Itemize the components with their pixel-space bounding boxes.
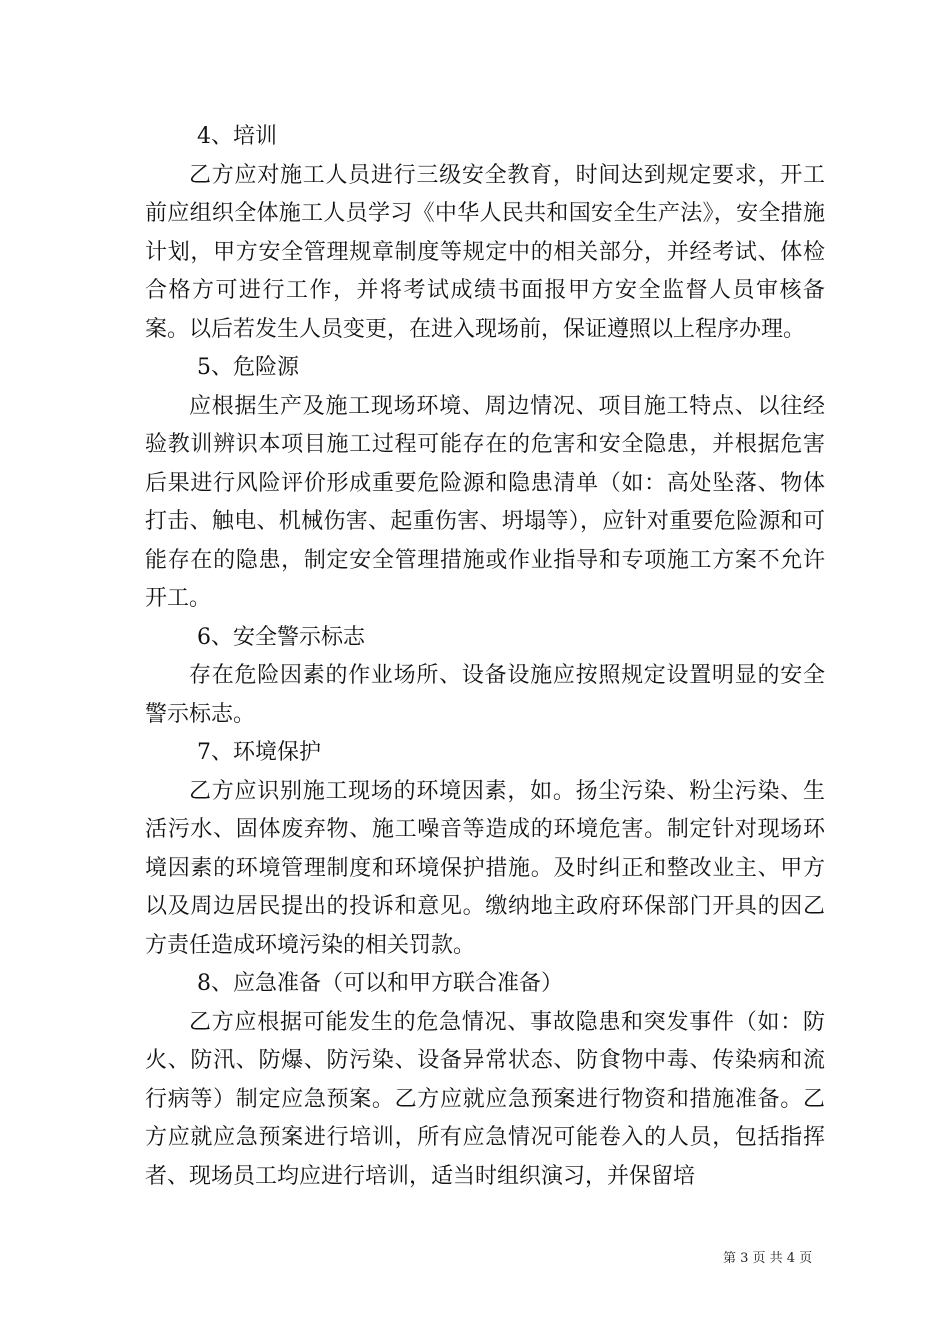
section-heading-environment: 7、环境保护 (197, 740, 321, 765)
page-number-footer: 第 3 页 共 4 页 (723, 1251, 813, 1266)
section-body-hazard-source: 应根据生产及施工现场环境、周边情况、项目施工特点、以往经验教训辨识本项目施工过程可能存在的危害和安全隐患，并根据危害后果进行风险评价形成重要危险源和隐患清单（如：高处坠落、物体打击、触电、机械伤害、起重伤害、坍塌等），应针对重要危险源和可能存在的隐患，制定安全管理措施或作业指导和专项施工方案不允许开工。 (145, 393, 825, 611)
section-body-training: 乙方应对施工人员进行三级安全教育，时间达到规定要求，开工前应组织全体施工人员学习《中华人民共和国安全生产法》，安全措施计划，甲方安全管理规章制度等规定中的相关部分，并经考试、体检合格方可进行工作，并将考试成绩书面报甲方安全监督人员审核备案。以后若发生人员变更，在进入现场前，保证遵照以上程序办理。 (145, 162, 825, 342)
section-body-safety-signs: 存在危险因素的作业场所、设备设施应按照规定设置明显的安全警示标志。 (145, 663, 825, 727)
section-heading-training: 4、培训 (197, 124, 277, 149)
section-body-environment: 乙方应识别施工现场的环境因素，如。扬尘污染、粉尘污染、生活污水、固体废弃物、施工噪音等造成的环境危害。制定针对现场环境因素的环境管理制度和环境保护措施。及时纠正和整改业主、甲方以及周边居民提出的投诉和意见。缴纳地主政府环保部门开具的因乙方责任造成环境污染的相关罚款。 (145, 778, 825, 958)
section-heading-safety-signs: 6、安全警示标志 (197, 624, 365, 650)
section-heading-hazard-source: 5、危险源 (197, 355, 299, 380)
section-heading-emergency: 8、应急准备（可以和甲方联合准备） (197, 971, 563, 996)
section-body-emergency: 乙方应根据可能发生的危急情况、事故隐患和突发事件（如：防火、防汛、防爆、防污染、设备异常状态、防食物中毒、传染病和流行病等）制定应急预案。乙方应就应急预案进行物资和措施准备。乙方应就应急预案进行培训，所有应急情况可能卷入的人员，包括指挥者、现场员工均应进行培训，适当时组织演习，并保留培 (145, 1009, 825, 1189)
document-body (145, 118, 825, 1196)
